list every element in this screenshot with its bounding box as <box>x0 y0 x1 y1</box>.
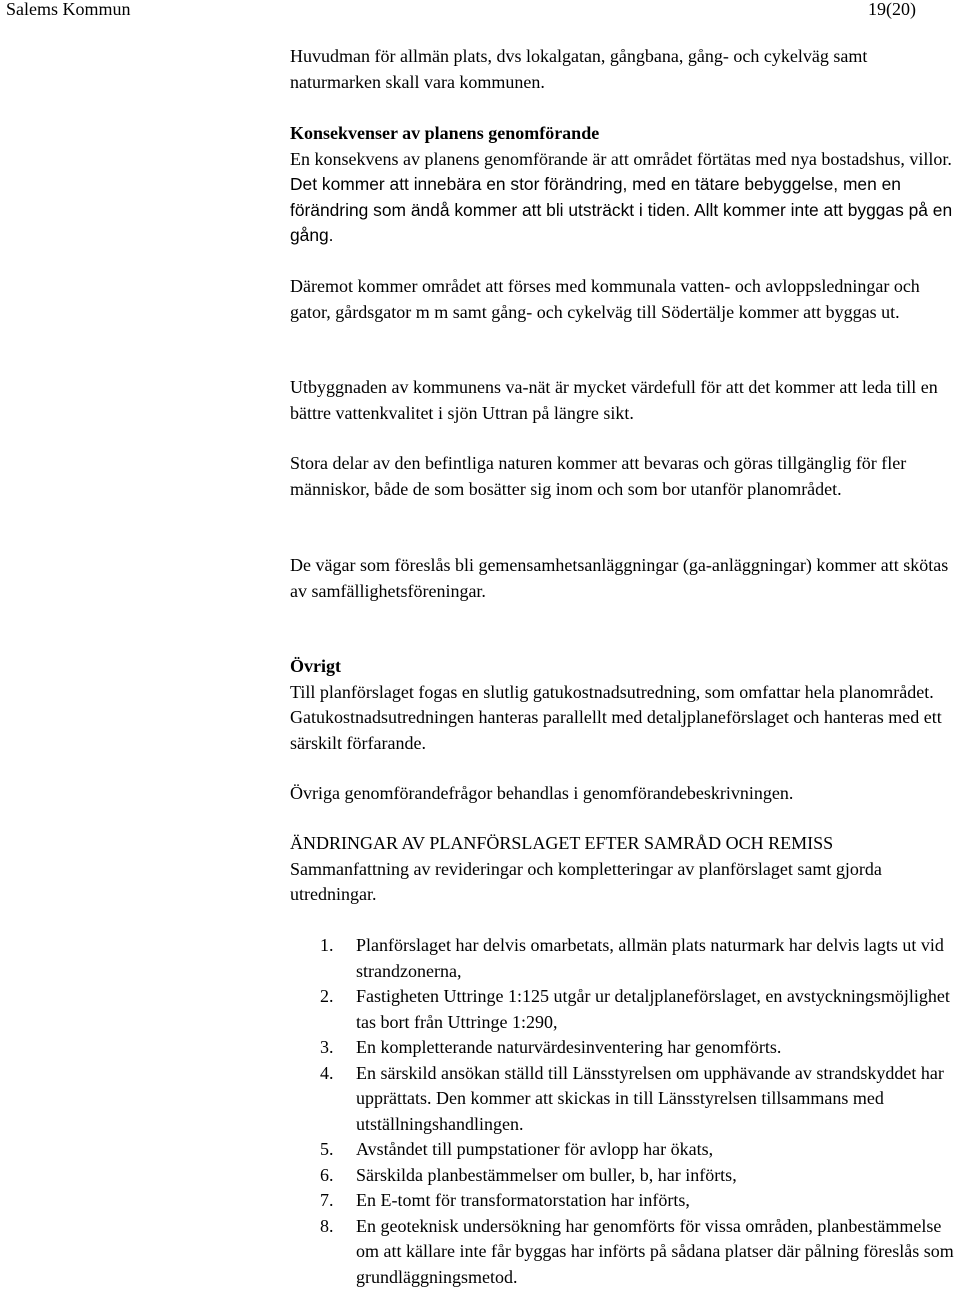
list-item-number: 8. <box>320 1215 334 1236</box>
paragraph-4 <box>290 553 960 604</box>
list-item <box>290 1137 960 1163</box>
intro-paragraph: Huvudman för allmän plats, dvs lokalgatan, gångbana, gång- och cykelväg samt naturmarken skall vara kommunen. <box>290 46 868 92</box>
ovrigt-text-2: Övriga genomförandefrågor behandlas i genomförandebeskrivningen. <box>290 783 794 803</box>
list-item-text: Fastigheten Uttringe 1:125 utgår ur detaljplaneförslaget, en avstyckningsmöjlighet tas bort från Uttringe 1:290, <box>356 986 950 1032</box>
body-paragraph: Stora delar av den befintliga naturen kommer att bevaras och göras tillgänglig för fler människor, både de som bosätter sig inom och som bor utanför planområdet. <box>290 453 907 499</box>
body-paragraph: Däremot kommer området att förses med kommunala vatten- och avloppsledningar och gator, gårdsgator m m samt gång- och cykelväg till Södertälje kommer att byggas ut. <box>290 276 920 322</box>
list-item-text: En geoteknisk undersökning har genomförts för vissa områden, planbestämmelse om att källare inte får byggas har införts på sådana platser där pålning föreslås som grundläggningsmetod. <box>356 1215 954 1287</box>
ovrigt-paragraph-2 <box>290 781 960 807</box>
list-item-text: En kompletterande naturvärdesinventering har genomförts. <box>356 1037 782 1057</box>
list-item <box>290 1188 960 1214</box>
list-item-number: 2. <box>320 986 334 1006</box>
paragraph-2 <box>290 375 960 426</box>
body-paragraph: Utbyggnaden av kommunens va-nät är mycket värdefull för att det kommer att leda till en bättre vattenkvalitet i sjön Uttran på längre sikt. <box>290 377 938 423</box>
ovrigt-section <box>290 654 960 756</box>
list-item-number: 4. <box>320 1062 334 1083</box>
intro-section <box>290 44 960 95</box>
body-paragraph: De vägar som föreslås bli gemensamhetsanläggningar (ga-anläggningar) kommer att skötas av samfällighetsföreningar. <box>290 555 949 601</box>
list-item-text: Avståndet till pumpstationer för avlopp har ökats, <box>356 1139 714 1159</box>
list-item-text: En särskild ansökan ställd till Länsstyrelsen om upphävande av strandskyddet har upprättats. Den kommer att skickas in till Länsstyrelsen tillsammans med utställningshandlingen. <box>356 1062 944 1134</box>
list-item <box>290 984 960 1035</box>
andringar-paragraph: Sammanfattning av revideringar och kompletteringar av planförslaget samt gjorda utredningar. <box>290 858 882 904</box>
list-item-text: En E-tomt för transformatorstation har införts, <box>356 1190 690 1210</box>
andringar-section <box>290 831 960 908</box>
page-number: 19(20) <box>868 0 916 19</box>
konsekvenser-text-sans: Det kommer att innebära en stor förändring, med en tätare bebyggelse, men en förändring som ändå kommer att bli utsträckt i tiden. Allt kommer inte att byggas på en gång. <box>290 174 953 245</box>
konsekvenser-heading: Konsekvenser av planens genomförande <box>290 123 600 143</box>
konsekvenser-text-serif: En konsekvens av planens genomförande är att området förtätas med nya bostadshus, villor. <box>290 148 952 169</box>
ovrigt-heading: Övrigt <box>290 656 341 676</box>
changes-list <box>290 933 960 1290</box>
list-item-text: Särskilda planbestämmelser om buller, b, har införts, <box>356 1164 737 1185</box>
ovrigt-paragraph: Till planförslaget fogas en slutlig gatukostnadsutredning, som omfattar hela planområdet. Gatukostnadsutredningen hanteras parallellt med detaljplaneförslaget och hanteras med ett särskilt förfarande. <box>290 681 942 753</box>
andringar-heading: ÄNDRINGAR AV PLANFÖRSLAGET EFTER SAMRÅD OCH REMISS <box>290 833 834 853</box>
list-item <box>290 1163 960 1189</box>
konsekvenser-section <box>290 121 960 249</box>
list-item-number: 7. <box>320 1190 334 1210</box>
list-item <box>290 1061 960 1138</box>
list-item-text: Planförslaget har delvis omarbetats, allmän plats naturmark har delvis lagts ut vid strandzonerna, <box>356 935 944 981</box>
paragraph-1 <box>290 274 960 325</box>
konsekvenser-paragraph <box>290 147 960 249</box>
list-item-number: 1. <box>320 935 334 955</box>
list-item-number: 6. <box>320 1164 334 1185</box>
list-item-number: 3. <box>320 1037 334 1057</box>
list-item <box>290 1214 960 1291</box>
list-item <box>290 933 960 984</box>
list-item-number: 5. <box>320 1139 334 1159</box>
list-item <box>290 1035 960 1061</box>
paragraph-3 <box>290 451 960 502</box>
header-org: Salems Kommun <box>6 0 131 19</box>
